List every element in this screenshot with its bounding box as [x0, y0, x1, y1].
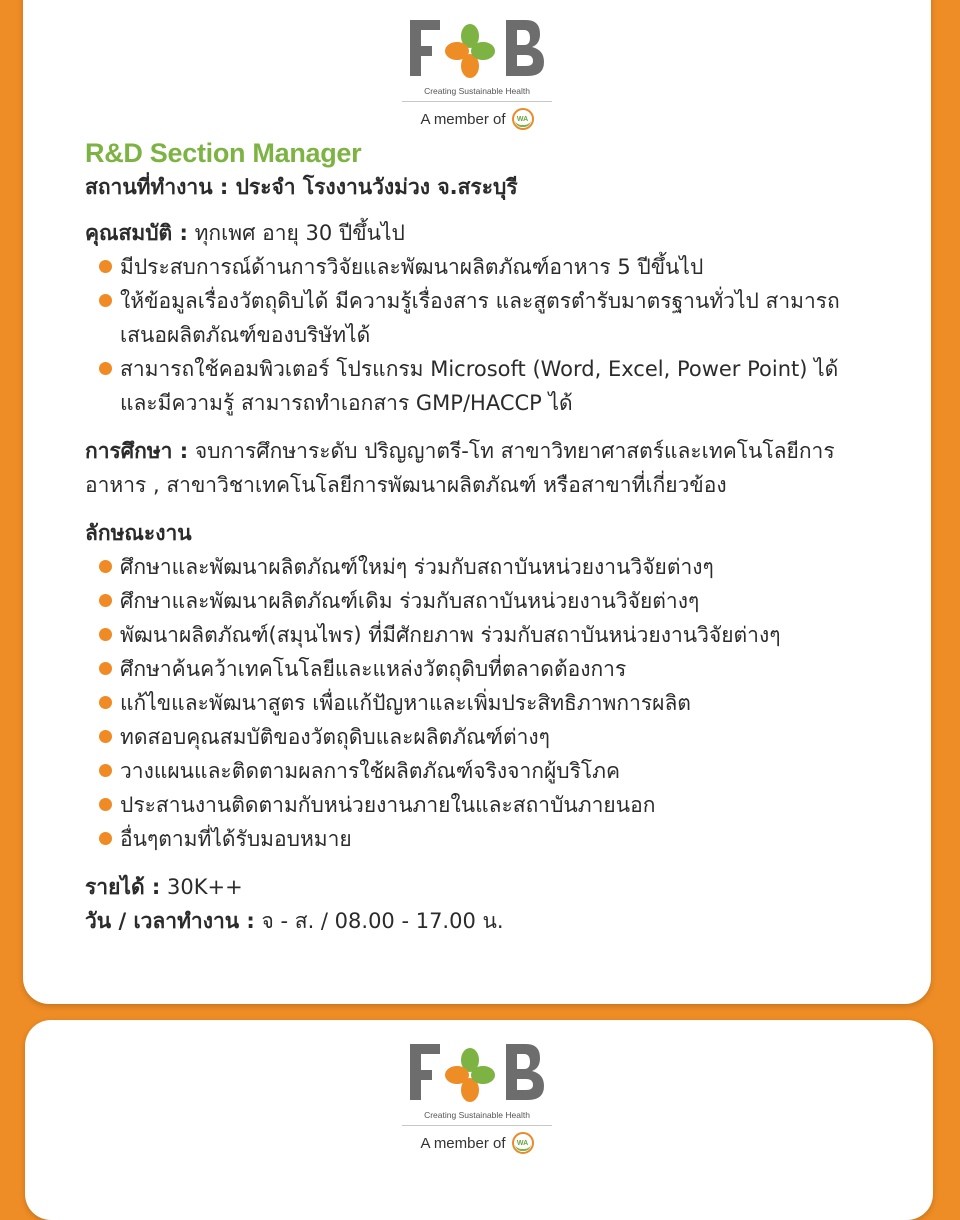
next-job-card [25, 1020, 933, 1220]
education-text: จบการศึกษาระดับ ปริญญาตรี-โท สาขาวิทยาศาสตร์และเทคโนโลยีการอาหาร , สาขาวิชาเทคโนโลยีการพัฒนาผลิตภัณฑ์ หรือสาขาที่เกี่ยวข้อง [85, 439, 835, 497]
member-of [402, 108, 552, 130]
education-label: การศึกษา : [85, 439, 189, 463]
job-card [23, 0, 931, 1004]
member-label: A member of [420, 1134, 506, 1152]
list-item: แก้ไขและพัฒนาสูตร เพื่อแก้ปัญหาและเพิ่มประสิทธิภาพการผลิต [99, 686, 865, 720]
logo-divider [402, 1125, 552, 1126]
bullet-icon [99, 696, 112, 709]
qualifications-label: คุณสมบัติ : [85, 221, 188, 245]
brand-tagline: Creating Sustainable Health [424, 1110, 530, 1120]
qualifications-text: ทุกเพศ อายุ 30 ปีขึ้นไป [194, 221, 405, 245]
brand-tagline: Creating Sustainable Health [424, 86, 530, 96]
fb-logo-icon [402, 14, 552, 84]
bullet-icon [99, 662, 112, 675]
salary-label: รายได้ : [85, 875, 161, 899]
schedule-value: จ - ส. / 08.00 - 17.00 น. [261, 909, 504, 933]
bullet-icon [99, 628, 112, 641]
salary-value: 30K++ [166, 875, 243, 899]
list-item: ศึกษาและพัฒนาผลิตภัณฑ์เดิม ร่วมกับสถาบันหน่วยงานวิจัยต่างๆ [99, 584, 865, 618]
job-title: R&D Section Manager [85, 138, 362, 168]
list-item: อื่นๆตามที่ได้รับมอบหมาย [99, 822, 865, 856]
qualifications-summary [85, 216, 865, 250]
list-item: ให้ข้อมูลเรื่องวัตถุดิบได้ มีความรู้เรื่องสาร และสูตรตำรับมาตรฐานทั่วไป สามารถเสนอผลิตภัณฑ์ของบริษัทได้ [99, 284, 865, 352]
bullet-icon [99, 560, 112, 573]
bullet-icon [99, 260, 112, 273]
member-of [402, 1132, 552, 1154]
schedule-label: วัน / เวลาทำงาน : [85, 909, 255, 933]
list-item: ทดสอบคุณสมบัติของวัตถุดิบและผลิตภัณฑ์ต่างๆ [99, 720, 865, 754]
list-item: สามารถใช้คอมพิวเตอร์ โปรแกรม Microsoft (Word, Excel, Power Point) ได้และมีความรู้ สามารถทำเอกสาร GMP/HACCP ได้ [99, 352, 865, 420]
bullet-icon [99, 594, 112, 607]
list-item: ศึกษาค้นคว้าเทคโนโลยีและแหล่งวัตถุดิบที่ตลาดต้องการ [99, 652, 865, 686]
bullet-icon [99, 832, 112, 845]
education [85, 434, 865, 502]
bullet-icon [99, 294, 112, 307]
bullet-icon [99, 730, 112, 743]
logo-divider [402, 101, 552, 102]
bullet-icon [99, 764, 112, 777]
brand-logo [402, 1038, 552, 1154]
wa-badge-icon: WA [512, 108, 534, 130]
salary [85, 870, 865, 904]
qualifications-list [85, 250, 865, 420]
brand-logo [402, 14, 552, 130]
bullet-icon [99, 798, 112, 811]
schedule [85, 904, 865, 938]
list-item: ประสานงานติดตามกับหน่วยงานภายในและสถาบันภายนอก [99, 788, 865, 822]
list-item: มีประสบการณ์ด้านการวิจัยและพัฒนาผลิตภัณฑ์อาหาร 5 ปีขึ้นไป [99, 250, 865, 284]
job-content [85, 136, 865, 938]
duties-list [85, 550, 865, 856]
list-item: ศึกษาและพัฒนาผลิตภัณฑ์ใหม่ๆ ร่วมกับสถาบันหน่วยงานวิจัยต่างๆ [99, 550, 865, 584]
job-location: สถานที่ทำงาน : ประจำ โรงงานวังม่วง จ.สระบุรี [85, 175, 518, 199]
list-item: พัฒนาผลิตภัณฑ์(สมุนไพร) ที่มีศักยภาพ ร่วมกับสถาบันหน่วยงานวิจัยต่างๆ [99, 618, 865, 652]
fb-logo-icon [402, 1038, 552, 1108]
member-label: A member of [420, 110, 506, 128]
bullet-icon [99, 362, 112, 375]
duties-heading: ลักษณะงาน [85, 521, 192, 545]
wa-badge-icon: WA [512, 1132, 534, 1154]
list-item: วางแผนและติดตามผลการใช้ผลิตภัณฑ์จริงจากผู้บริโภค [99, 754, 865, 788]
